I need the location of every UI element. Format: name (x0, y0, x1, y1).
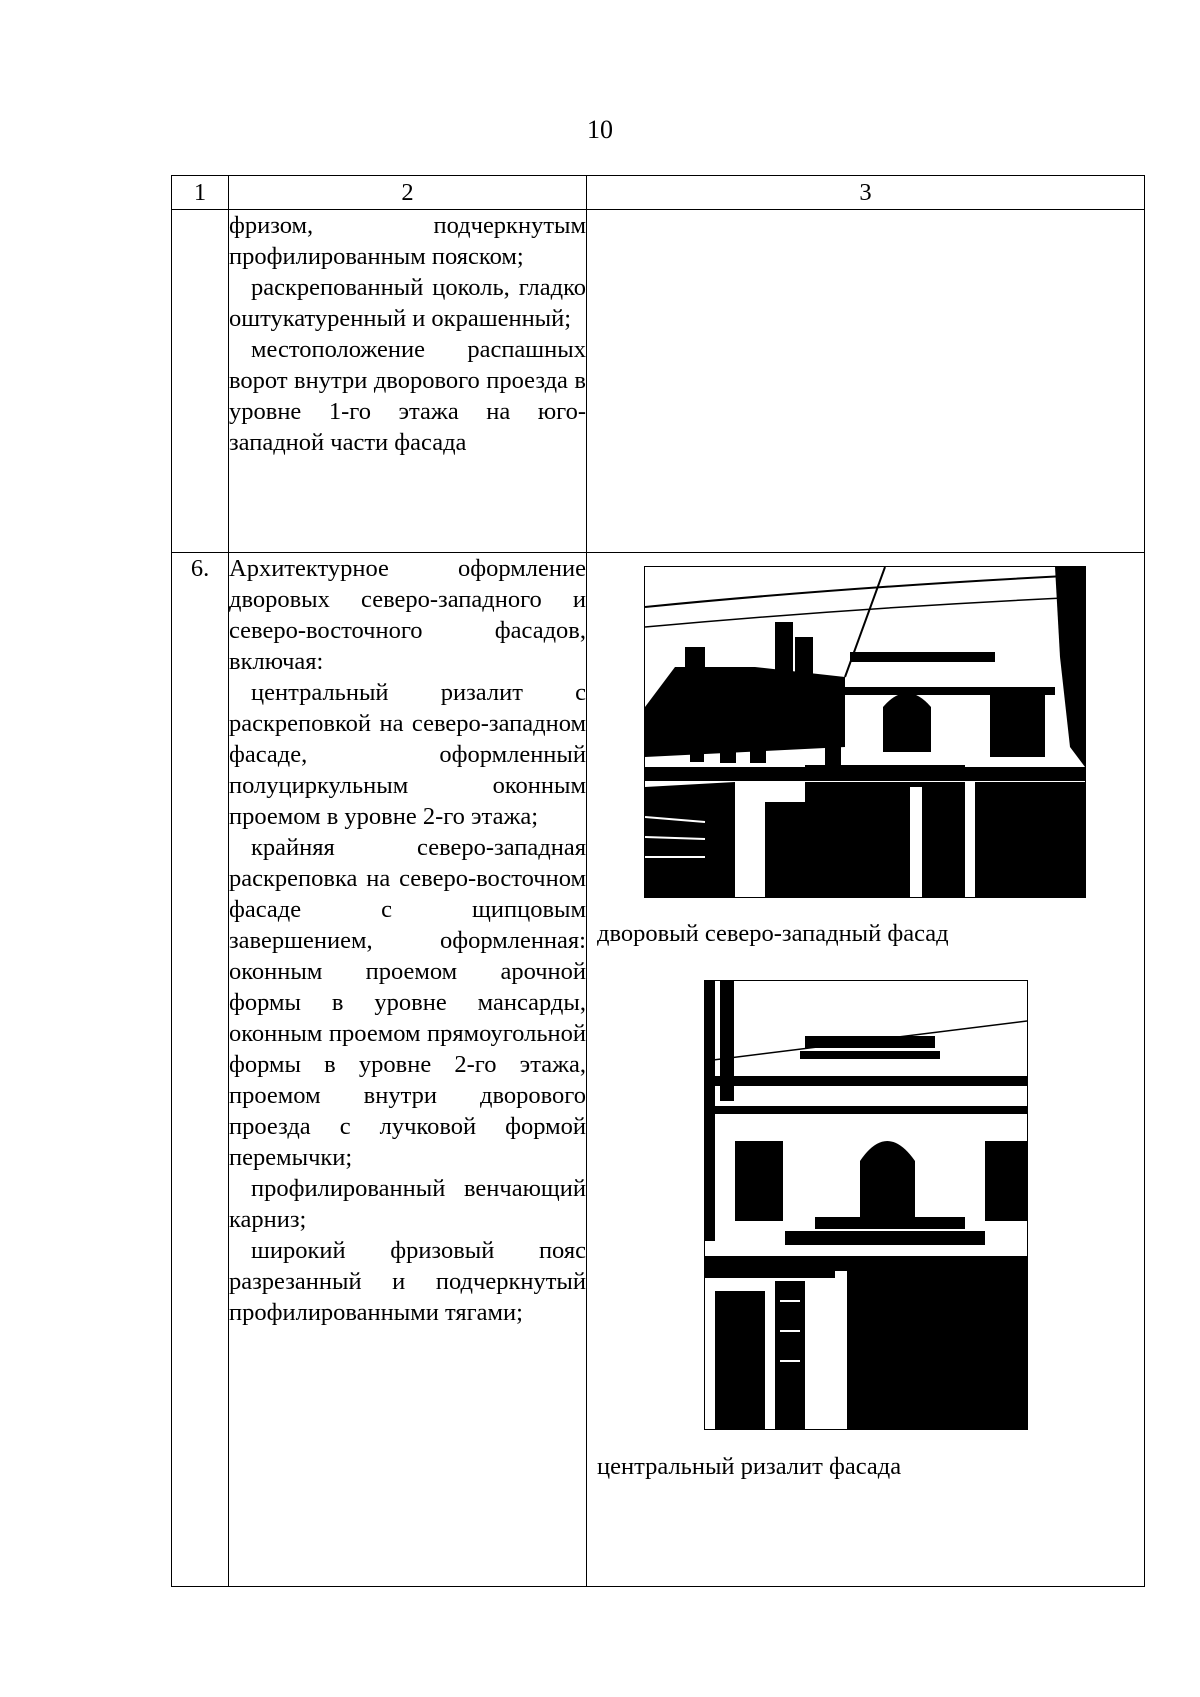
photo-cell (587, 553, 1145, 1587)
description-paragraph: широкий фризовый пояс разрезанный и подчеркнутый профилированными тягами; (229, 1237, 586, 1326)
column-header-3: 3 (587, 176, 1145, 210)
photo-caption: центральный ризалит фасада (597, 1453, 902, 1480)
description-paragraph: крайняя северо-западная раскреповка на северо-восточном фасаде с щипцовым завершением, оформленная: оконным проемом арочной формы в уровне мансарды, оконным проемом прямоугольной формы в уровне 2-го этажа, проемом внутри дворового проезда с лучковой формой перемычки; (229, 834, 586, 1171)
description-paragraph: фризом, подчеркнутым профилированным пояском; (229, 212, 586, 270)
row-number: 6. (172, 553, 229, 1587)
feature-description (229, 553, 587, 1587)
description-paragraph: центральный ризалит с раскреповкой на северо-западном фасаде, оформленный полуциркульным оконным проемом в уровне 2-го этажа; (229, 679, 586, 830)
table-row (172, 210, 1145, 553)
description-paragraph: профилированный венчающий карниз; (229, 1175, 586, 1233)
description-paragraph: местоположение распашных ворот внутри дворового проезда в уровне 1-го этажа на юго-западной части фасада (229, 336, 586, 456)
table-row (172, 553, 1145, 1587)
feature-description (229, 210, 587, 553)
photo-caption: дворовый северо-западный фасад (597, 920, 949, 947)
column-header-1: 1 (172, 176, 229, 210)
column-header-2: 2 (229, 176, 587, 210)
facade-photo-northwest (644, 566, 1086, 898)
monument-features-table (171, 175, 1145, 1587)
page-number: 10 (587, 115, 613, 144)
row-number (172, 210, 229, 553)
photo-cell-empty (587, 210, 1145, 553)
table-header-row (172, 176, 1145, 210)
facade-photo-central-risalit (704, 980, 1028, 1430)
description-paragraph: раскрепованный цоколь, гладко оштукатуренный и окрашенный; (229, 274, 586, 332)
description-paragraph: Архитектурное оформление дворовых северо-западного и северо-восточного фасадов, включая: (229, 555, 586, 675)
